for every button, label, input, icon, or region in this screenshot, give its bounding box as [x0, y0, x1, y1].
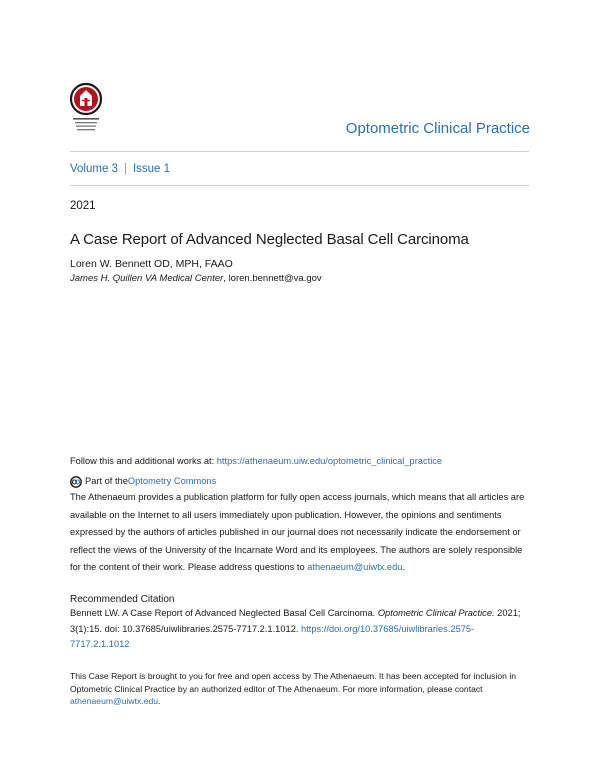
citation-journal: Optometric Clinical Practice.: [377, 608, 495, 618]
citation-text-block: [70, 606, 532, 653]
follow-line: [70, 453, 442, 471]
issue-divider: [70, 185, 529, 186]
citation-doi-link[interactable]: https://doi.org/10.37685/uiwlibraries.2575-7717.2.1.1012: [70, 623, 475, 649]
volume-issue-separator: |: [123, 163, 127, 175]
follow-prefix: Follow this and additional works at:: [70, 456, 217, 466]
affiliation-institution: James H. Quillen VA Medical Center: [70, 273, 224, 284]
creative-commons-icon: [70, 476, 82, 488]
volume-link[interactable]: Volume 3: [70, 163, 118, 175]
author-name: Loren W. Bennett OD, MPH, FAAO: [70, 258, 233, 270]
disclaimer-text: The Athenaeum provides a publication platform for fully open access journals, which means that all articles are available on the Internet to all users immediately upon publication. However, the opinions and sentiments expressed by the authors of articles published in our journal does not necessarily indicate the endorsement or reflect the views of the University of the Incarnate Word and its employees. The authors are solely responsible for the content of their work. Please address questions to: [70, 492, 525, 572]
volume-issue-line: [70, 163, 170, 175]
part-of-prefix: Part of the: [85, 476, 128, 486]
citation-text-mid: 2021; 3(1):15. doi: 10.37685/uiwlibraries.2575-7717.2.1.1012.: [70, 608, 521, 634]
author-affiliation: [70, 273, 322, 284]
access-note-email-link[interactable]: athenaeum@uiwtx.edu: [70, 696, 159, 706]
issue-link[interactable]: Issue 1: [132, 163, 171, 175]
university-seal-logo: [67, 82, 105, 138]
publication-year: 2021: [70, 200, 96, 212]
access-note: [70, 670, 532, 708]
optometry-commons-link[interactable]: Optometry Commons: [127, 476, 217, 486]
disclaimer-paragraph: [70, 489, 532, 577]
disclaimer-suffix: .: [402, 562, 406, 572]
article-title: A Case Report of Advanced Neglected Basal Cell Carcinoma: [70, 231, 469, 248]
part-of-line: [70, 473, 216, 491]
disclaimer-email-link[interactable]: athenaeum@uiwtx.edu: [307, 562, 403, 572]
citation-text-start: Bennett LW. A Case Report of Advanced Neglected Basal Cell Carcinoma.: [70, 608, 378, 618]
journal-title[interactable]: Optometric Clinical Practice: [345, 120, 530, 137]
access-note-text: This Case Report is brought to you for free and open access by The Athenaeum. It has been accepted for inclusion in Optometric Clinical Practice by an authorized editor of The Athenaeum. For more information, please contact: [70, 671, 517, 694]
affiliation-email: , loren.bennett@va.gov: [223, 273, 322, 284]
recommended-citation-heading: Recommended Citation: [70, 594, 175, 605]
follow-url-link[interactable]: https://athenaeum.uiw.edu/optometric_clinical_practice: [216, 456, 443, 466]
access-note-suffix: .: [158, 696, 161, 706]
header-divider: [70, 151, 529, 152]
